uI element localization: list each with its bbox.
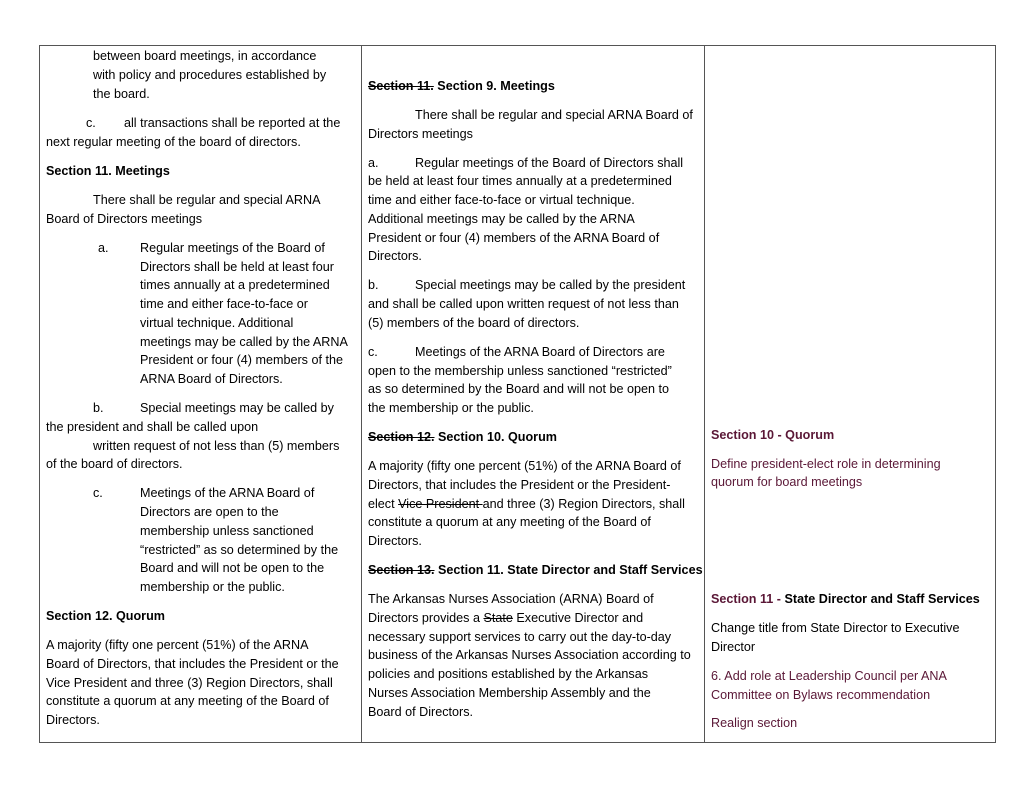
text-line: written request of not less than (5) members: [93, 439, 340, 453]
text-line: membership or the public.: [140, 580, 285, 594]
rationale-heading: Section 10 - Quorum: [711, 428, 835, 442]
rationale-column: [705, 46, 995, 742]
text-line: Directors, that includes the President or the President-: [368, 478, 671, 492]
text-line: Directors.: [368, 249, 422, 263]
text-line: all transactions shall be reported at the: [124, 116, 341, 130]
text-span: Executive Director and: [512, 611, 644, 625]
bylaws-comparison-table: [39, 45, 996, 743]
rationale-text: quorum for board meetings: [711, 475, 863, 489]
text-line: There shall be regular and special ARNA: [93, 193, 321, 207]
text-line: virtual technique. Additional: [140, 316, 294, 330]
list-marker: b.: [368, 278, 379, 292]
text-line: Directors.: [368, 534, 422, 548]
text-line: Board of Directors meetings: [46, 212, 203, 226]
text-line: [368, 495, 685, 514]
rationale-text: Change title from State Director to Executive: [711, 621, 960, 635]
text-line: times annually at a predetermined: [140, 278, 330, 292]
text-line: (5) members of the board of directors.: [368, 316, 580, 330]
text-line: next regular meeting of the board of directors.: [46, 135, 301, 149]
text-line: and shall be called upon written request of not less than: [368, 297, 679, 311]
text-line: President or four (4) members of the: [140, 353, 343, 367]
text-line: necessary support services to carry out the day-to-day: [368, 630, 672, 644]
text-line: Regular meetings of the Board of: [140, 241, 325, 255]
text-line: Directors meetings: [368, 127, 473, 141]
section-heading: Section 11. Meetings: [46, 164, 170, 178]
text-line: A majority (fifty one percent (51%) of the ARNA: [46, 638, 309, 652]
text-line: Nurses Association Membership Assembly and the: [368, 686, 651, 700]
struck-text: State: [483, 611, 513, 625]
section-heading: [368, 77, 555, 96]
list-marker: a.: [368, 156, 379, 170]
text-line: the president and shall be called upon: [46, 420, 259, 434]
struck-text: Section 12.: [368, 430, 435, 444]
text-line: Board of Directors, that includes the President or the: [46, 657, 339, 671]
section-heading: [368, 561, 703, 580]
heading-text: Section 9. Meetings: [433, 79, 555, 93]
text-line: President or four (4) members of the ARNA Board of: [368, 231, 660, 245]
text-line: Regular meetings of the Board of Directors shall: [415, 156, 684, 170]
text-line: Directors shall be held at least four: [140, 260, 334, 274]
text-line: Meetings of the ARNA Board of: [140, 486, 315, 500]
text-span: Directors provides a: [368, 611, 484, 625]
proposed-bylaws-column: [362, 46, 704, 742]
text-line: ARNA Board of Directors.: [140, 372, 283, 386]
rationale-text: Realign section: [711, 716, 798, 730]
text-line: [368, 609, 643, 628]
text-span: and three (3) Region Directors, shall: [482, 497, 685, 511]
text-line: Directors are open to the: [140, 505, 279, 519]
text-line: Board and will not be open to the: [140, 561, 325, 575]
text-line: Special meetings may be called by: [140, 401, 334, 415]
list-marker: c.: [93, 486, 103, 500]
text-line: with policy and procedures established by: [93, 68, 327, 82]
text-line: Board of Directors.: [368, 705, 473, 719]
rationale-text: Define president-elect role in determining: [711, 457, 941, 471]
list-marker: c.: [368, 345, 378, 359]
heading-text: Section 11. State Director and Staff Services: [434, 563, 703, 577]
text-line: time and either face-to-face or: [140, 297, 308, 311]
text-line: “restricted” as so determined by the: [140, 543, 339, 557]
struck-text: Section 13.: [368, 563, 435, 577]
text-line: meetings may be called by the ARNA: [140, 335, 348, 349]
text-line: Vice President and three (3) Region Directors, shall: [46, 676, 333, 690]
rationale-heading: [711, 590, 980, 609]
text-line: There shall be regular and special ARNA Board of: [415, 108, 693, 122]
text-line: membership unless sanctioned: [140, 524, 314, 538]
text-line: constitute a quorum at any meeting of the Board of: [46, 694, 329, 708]
rationale-text: Committee on Bylaws recommendation: [711, 688, 931, 702]
heading-text: Section 10. Quorum: [434, 430, 557, 444]
text-line: constitute a quorum at any meeting of the Board of: [368, 515, 651, 529]
heading-text: State Director and Staff Services: [784, 592, 980, 606]
text-line: time and either face-to-face or virtual technique.: [368, 193, 635, 207]
section-heading: Section 12. Quorum: [46, 609, 165, 623]
text-line: the board.: [93, 87, 150, 101]
rationale-text: 6. Add role at Leadership Council per ANA: [711, 669, 947, 683]
text-line: The Arkansas Nurses Association (ARNA) Board of: [368, 592, 654, 606]
struck-text: Section 11.: [368, 79, 434, 93]
text-line: A majority (fifty one percent (51%) of the ARNA Board of: [368, 459, 681, 473]
text-line: of the board of directors.: [46, 457, 183, 471]
text-line: open to the membership unless sanctioned “restricted”: [368, 364, 672, 378]
section-heading: [368, 428, 557, 447]
text-line: as so determined by the Board and will not be open to: [368, 382, 670, 396]
text-line: Meetings of the ARNA Board of Directors are: [415, 345, 665, 359]
text-line: Directors.: [46, 713, 100, 727]
struck-text: Vice President: [398, 497, 483, 511]
list-marker: b.: [93, 401, 104, 415]
list-marker: c.: [86, 116, 96, 130]
text-line: business of the Arkansas Nurses Association according to: [368, 648, 691, 662]
rationale-text: Director: [711, 640, 756, 654]
text-line: Special meetings may be called by the president: [415, 278, 686, 292]
text-span: elect: [368, 497, 399, 511]
heading-text: Section 11 -: [711, 592, 785, 606]
text-line: Additional meetings may be called by the ARNA: [368, 212, 635, 226]
text-line: policies and positions established by the Arkansas: [368, 667, 649, 681]
current-bylaws-column: [40, 46, 361, 742]
text-line: be held at least four times annually at a predetermined: [368, 174, 672, 188]
text-line: the membership or the public.: [368, 401, 534, 415]
text-line: between board meetings, in accordance: [93, 49, 317, 63]
list-marker: a.: [98, 241, 109, 255]
